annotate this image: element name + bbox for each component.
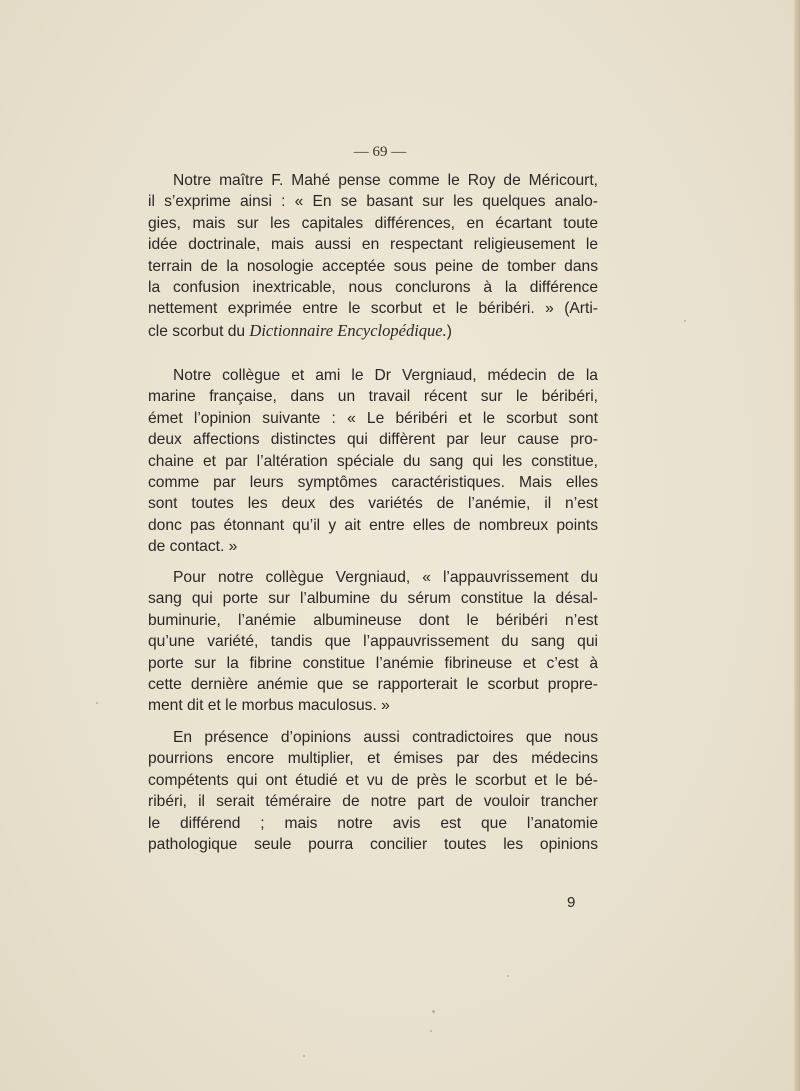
text-line: sang qui porte sur l’albumine du sérum constitue la désal- <box>148 590 598 608</box>
text-line-with-italic <box>148 320 598 341</box>
paper-speck <box>430 1030 432 1032</box>
text-line: qu’une variété, tandis que l’appauvrissement du sang qui <box>148 633 598 651</box>
text-line: Notre maître F. Mahé pense comme le Roy de Méricourt, <box>173 172 598 189</box>
text-line: buminurie, l’anémie albumineuse dont le béribéri n’est <box>148 611 598 629</box>
text-line: la confusion inextricable, nous conclurons à la différence <box>148 278 598 296</box>
text-line: pathologique seule pourra concilier toutes les opinions <box>148 835 598 853</box>
text-line: Notre collègue et ami le Dr Vergniaud, médecin de la <box>173 367 598 384</box>
text-line: pourrions encore multiplier, et émises par des médecins <box>148 750 598 768</box>
text-line: terrain de la nosologie acceptée sous peine de tomber dans <box>148 257 598 275</box>
paper-speck <box>684 320 686 322</box>
paper-speck <box>507 975 509 977</box>
paragraph-4 <box>148 727 598 855</box>
paragraph-3 <box>148 567 598 717</box>
text-line: émet l’opinion suivante : « Le béribéri et le scorbut sont <box>148 409 598 427</box>
text-line: il s’exprime ainsi : « En se basant sur les quelques analo- <box>148 193 598 211</box>
text-line: deux affections distinctes qui diffèrent par leur cause pro- <box>148 431 598 449</box>
text-line: cette dernière anémie que se rapporterait le scorbut propre- <box>148 675 598 693</box>
page-number: — 69 — <box>353 144 407 160</box>
page-edge <box>794 0 800 1091</box>
text-line: Pour notre collègue Vergniaud, « l’appauvrissement du <box>173 569 598 586</box>
text-line: sont toutes les deux des variétés de l’anémie, il n’est <box>148 495 598 513</box>
text-segment: cle scorbut du <box>148 322 250 340</box>
text-line: le différend ; mais notre avis est que l’anatomie <box>148 814 598 832</box>
text-line: chaine et par l’altération spéciale du sang qui les constitue, <box>148 452 598 470</box>
paragraph-1 <box>148 170 598 341</box>
text-line: marine française, dans un travail récent sur le béribéri, <box>148 388 598 406</box>
italic-title: Dictionnaire Encyclopédique. <box>249 320 447 340</box>
text-line: porte sur la fibrine constitue l’anémie fibrineuse et c’est à <box>148 654 598 672</box>
paper-speck <box>432 1010 435 1013</box>
paper-speck <box>96 702 98 704</box>
paragraph-2 <box>148 365 598 558</box>
text-line: ribéri, il serait téméraire de notre part de vouloir trancher <box>148 793 598 811</box>
text-line: En présence d’opinions aussi contradictoires que nous <box>173 729 598 746</box>
text-line: comme par leurs symptômes caractéristiques. Mais elles <box>148 473 598 491</box>
text-line: donc pas étonnant qu’il y ait entre elles de nombreux points <box>148 516 598 534</box>
text-line: nettement exprimée entre le scorbut et le béribéri. » (Arti- <box>148 300 598 318</box>
text-line: de contact. » <box>148 538 238 556</box>
signature-mark: 9 <box>567 894 576 911</box>
text-segment: ) <box>446 322 452 340</box>
text-line: ment dit et le morbus maculosus. » <box>148 697 390 715</box>
paper-speck <box>303 1055 305 1057</box>
text-line: gies, mais sur les capitales différences, en écartant toute <box>148 214 598 232</box>
text-line: idée doctrinale, mais aussi en respectant religieusement le <box>148 236 598 254</box>
text-line: compétents qui ont étudié et vu de près le scorbut et le bé- <box>148 771 598 789</box>
